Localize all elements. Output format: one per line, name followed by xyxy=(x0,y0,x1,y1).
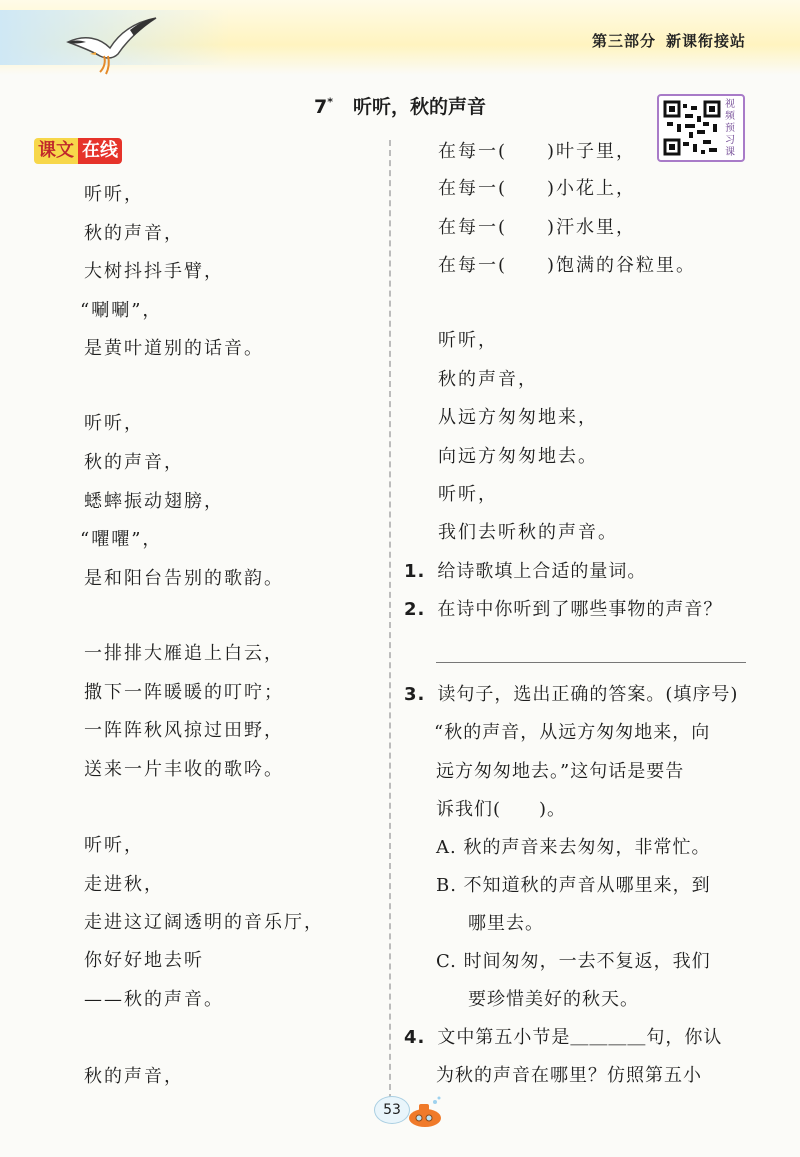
poem-line: ——秋的声音。 xyxy=(84,989,224,1010)
poem-line: 我们去听秋的声音。 xyxy=(438,522,618,543)
poem-line: 是和阳台告别的歌韵。 xyxy=(84,568,284,589)
poem-line: 在每一( )汗水里， xyxy=(438,217,637,238)
qr-label: 视频预习课 xyxy=(725,99,735,158)
header-banner xyxy=(0,0,800,75)
section-badge: 课文 在线 xyxy=(34,138,122,164)
poem-line: 听听， xyxy=(84,184,144,205)
poem-line: 向远方匆匆地去。 xyxy=(438,446,598,467)
poem-line: 秋的声音， xyxy=(84,223,184,244)
question-4: 4. 文中第五小节是＿＿＿＿句，你认 xyxy=(404,1027,723,1048)
poem-line: 听听， xyxy=(84,835,144,856)
page-number: 53 xyxy=(374,1096,410,1124)
part-label: 第三部分 xyxy=(592,32,657,50)
question-3-line: 诉我们( )。 xyxy=(436,799,567,820)
question-3: 3. 读句子，选出正确的答案。(填序号) xyxy=(404,684,739,705)
poem-line: 听听， xyxy=(438,484,498,505)
poem-line: 秋的声音， xyxy=(438,369,538,390)
submarine-icon xyxy=(405,1096,445,1130)
answer-line[interactable] xyxy=(436,662,746,663)
poem-line: 大树抖抖手臂， xyxy=(84,261,224,282)
qr-code-icon xyxy=(663,100,721,156)
poem-line: 在每一( )小花上， xyxy=(438,178,637,199)
poem-line: 秋的声音， xyxy=(84,452,184,473)
lesson-title-text: 听听，秋的声音 xyxy=(352,96,486,118)
option-c-cont: 要珍惜美好的秋天。 xyxy=(468,989,639,1010)
qr-code[interactable] xyxy=(657,94,745,162)
poem-line: 送来一片丰收的歌吟。 xyxy=(84,759,284,780)
poem-line: 听听， xyxy=(438,330,498,351)
poem-line: 秋的声音， xyxy=(84,1066,184,1087)
poem-line: 你好好地去听 xyxy=(84,950,204,971)
question-3-line: 远方匆匆地去。”这句话是要告 xyxy=(436,761,685,782)
poem-line: 是黄叶道别的话音。 xyxy=(84,338,264,359)
option-c[interactable]: C. 时间匆匆，一去不复返，我们 xyxy=(436,951,711,972)
poem-line: 听听， xyxy=(84,413,144,434)
seagull-icon xyxy=(60,12,160,84)
question-1: 1. 给诗歌填上合适的量词。 xyxy=(404,561,647,582)
poem-line: 在每一( )叶子里， xyxy=(438,141,637,162)
option-a[interactable]: A. 秋的声音来去匆匆，非常忙。 xyxy=(436,837,711,858)
poem-line: 撒下一阵暖暖的叮咛； xyxy=(84,682,284,703)
lesson-number: 7* xyxy=(313,95,333,118)
poem-line: “唰唰”， xyxy=(80,300,163,321)
poem-line: 一阵阵秋风掠过田野， xyxy=(84,720,284,741)
poem-line: 蟋蟀振动翅膀， xyxy=(84,491,224,512)
poem-line: 在每一( )饱满的谷粒里。 xyxy=(438,255,697,276)
part-name: 新课衔接站 xyxy=(666,32,747,50)
question-3-line: “秋的声音，从远方匆匆地来，向 xyxy=(434,722,711,743)
column-divider xyxy=(389,140,391,1100)
option-b-cont: 哪里去。 xyxy=(468,913,544,934)
poem-line: 走进这辽阔透明的音乐厅， xyxy=(84,912,324,933)
poem-line: “㘗㘗”， xyxy=(80,529,163,550)
question-4-cont: 为秋的声音在哪里？仿照第五小 xyxy=(436,1065,702,1086)
question-2: 2. 在诗中你听到了哪些事物的声音？ xyxy=(404,599,723,620)
poem-line: 一排排大雁追上白云， xyxy=(84,643,284,664)
poem-line: 从远方匆匆地来， xyxy=(438,407,598,428)
poem-line: 走进秋， xyxy=(84,874,164,895)
option-b[interactable]: B. 不知道秋的声音从哪里来，到 xyxy=(436,875,711,896)
